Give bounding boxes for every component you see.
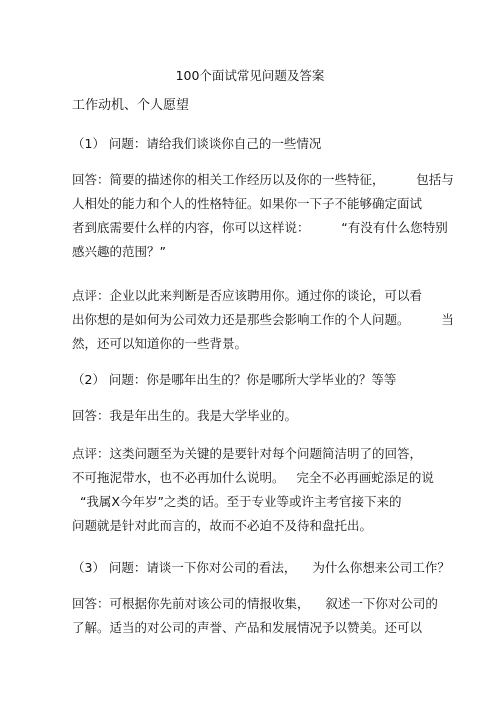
comment-2-line-3: “我属X今年岁”之类的话。至于专业等或许主考官接下来的: [72, 494, 402, 509]
answer-1-line-2: 人相处的能力和个人的性格特征。如果你一下子不能够确定面试: [72, 196, 423, 211]
answer-3-line-2: 了解。适当的对公司的声誉、产品和发展情况予以赞美。还可以: [72, 620, 423, 635]
answer-3-line-1: 回答：可根据你先前对该公司的情报收集， 叙述一下你对公司的: [72, 596, 438, 611]
comment-1-line-2: 出你想的是如何为公司效力还是那些会影响工作的个人问题。 当: [72, 312, 454, 327]
answer-1-line-1: 回答：简要的描述你的相关工作经历以及你的一些特征， 包括与: [72, 172, 454, 187]
answer-2: 回答：我是年出生的。我是大学毕业的。: [72, 408, 298, 423]
question-1: （1） 问题：请给我们谈谈你自己的一些情况: [72, 136, 322, 151]
comment-2-line-4: 问题就是针对此而言的，故而不必迫不及待和盘托出。: [72, 518, 373, 533]
document-title: 100个面试常见问题及答案: [175, 68, 325, 83]
section-heading: 工作动机、个人愿望: [72, 98, 190, 113]
question-3: （3） 问题：请谈一下你对公司的看法， 为什么你想来公司工作？: [72, 560, 450, 575]
comment-1-line-1: 点评：企业以此来判断是否应该聘用你。通过你的谈论，可以看: [72, 288, 423, 303]
comment-1-line-3: 然，还可以知道你的一些背景。: [72, 336, 248, 351]
answer-1-line-3: 者到底需要什么样的内容，你可以这样说： “有没有什么您特别: [72, 220, 448, 235]
comment-2-line-2: 不可拖泥带水，也不必再加什么说明。 完全不必再画蛇添足的说: [72, 470, 434, 485]
comment-2-line-1: 点评：这类问题至为关键的是要针对每个问题简洁明了的回答，: [72, 446, 423, 461]
answer-1-line-4: 感兴趣的范围？”: [72, 244, 166, 259]
question-2: （2） 问题：你是哪年出生的？你是哪所大学毕业的？等等: [72, 372, 397, 387]
